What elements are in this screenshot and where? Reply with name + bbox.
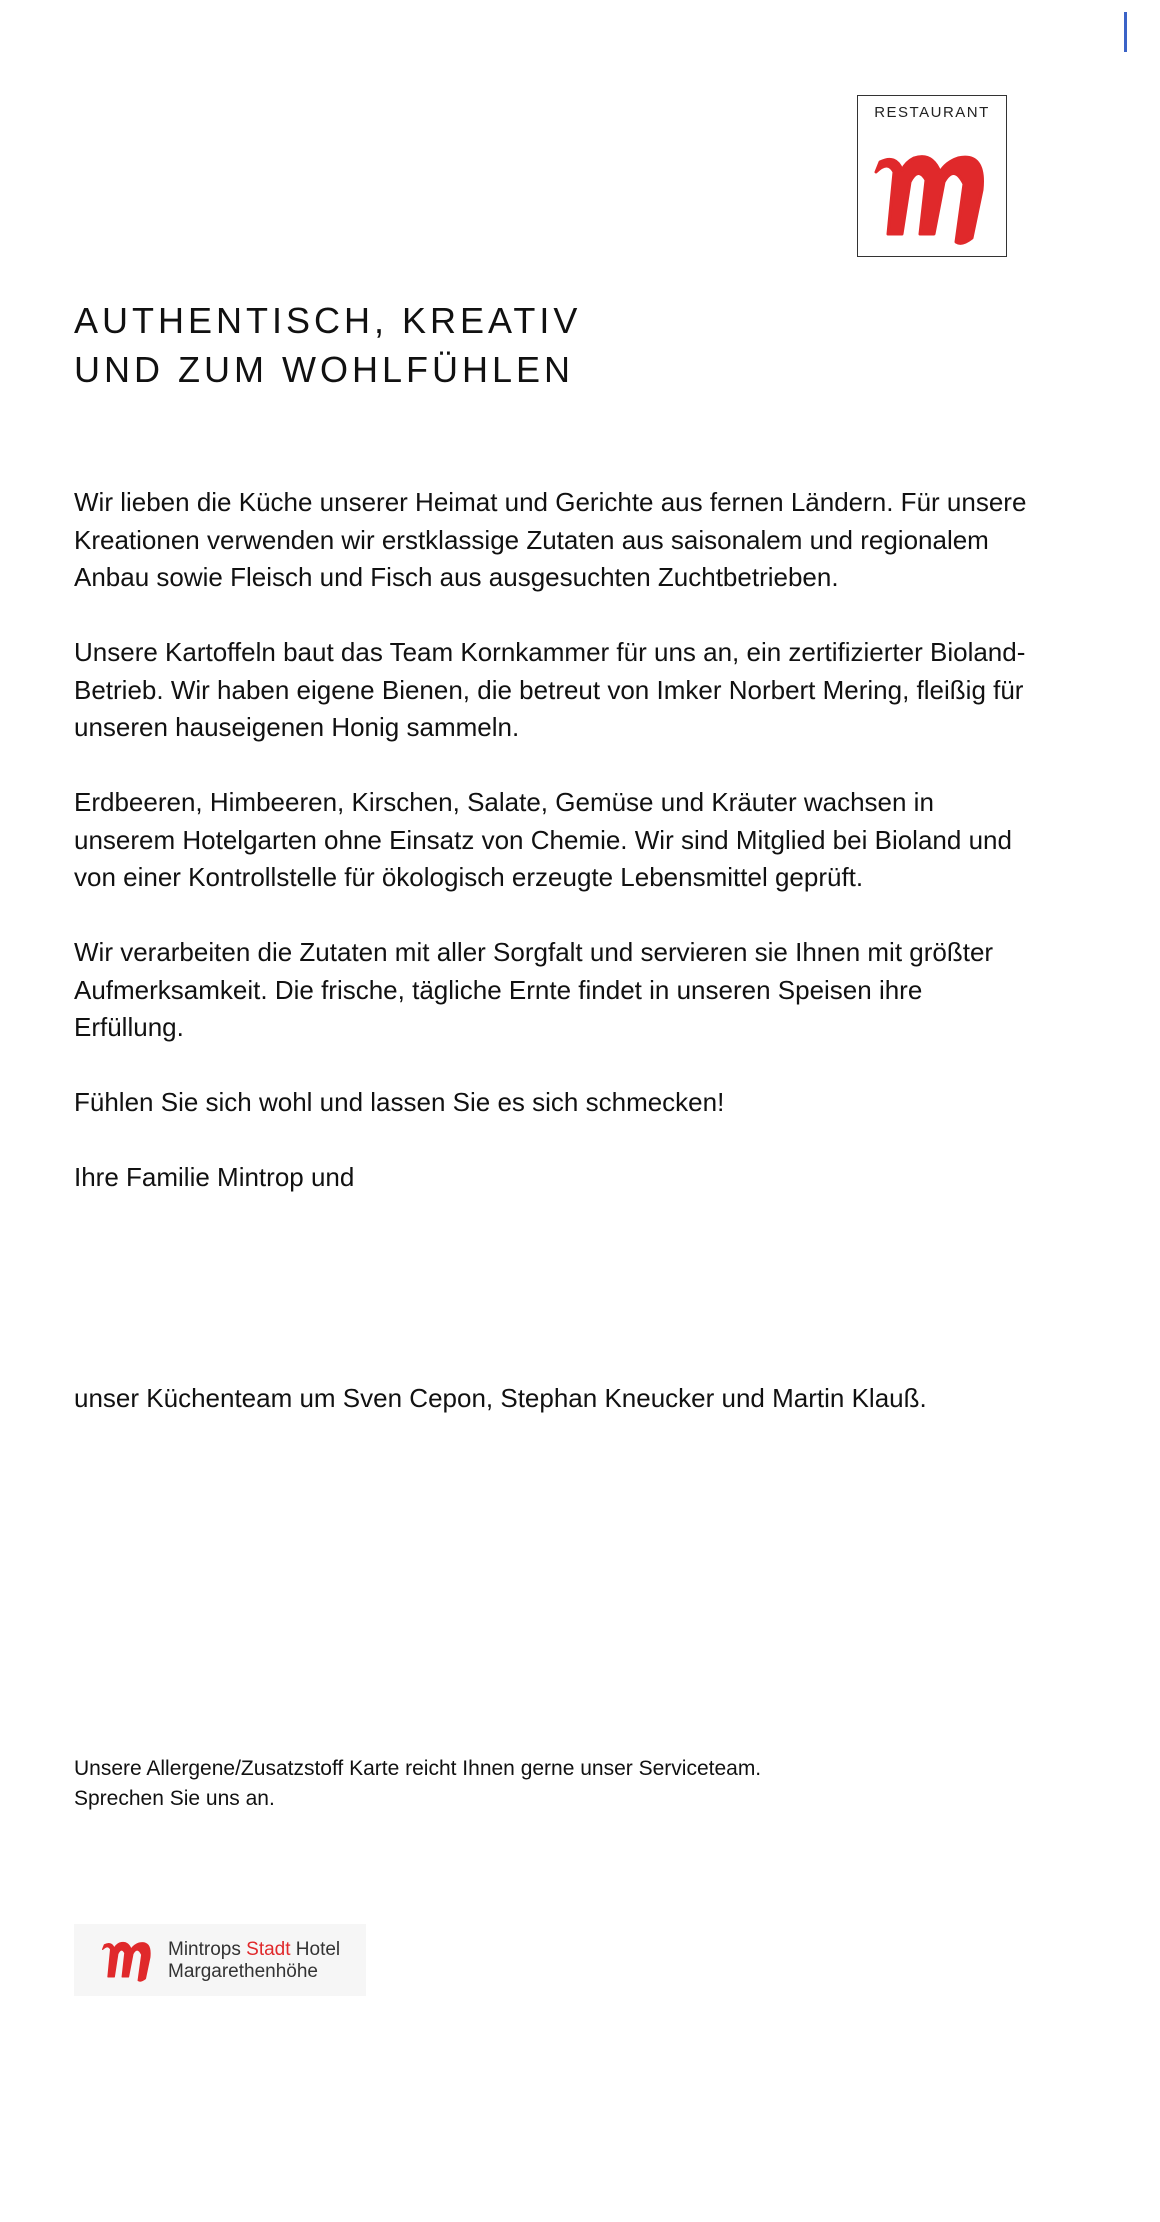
hotel-logo-subline: Margarethenhöhe [168, 1961, 318, 1982]
hotel-logo-name [168, 1939, 340, 1961]
hotel-logo-text [168, 1939, 340, 1983]
paragraph-enjoy: Fühlen Sie sich wohl und lassen Sie es sich schmecken! [74, 1087, 725, 1117]
restaurant-m-logo-icon [866, 142, 1000, 250]
signature-kitchen-team: unser Küchenteam um Sven Cepon, Stephan Kneucker und Martin Klauß. [74, 1383, 927, 1413]
signature-family: Ihre Familie Mintrop und [74, 1162, 355, 1192]
headline-line-1: AUTHENTISCH, KREATIV [74, 300, 582, 341]
hotel-logo-name-accent: Stadt [246, 1939, 291, 1960]
headline [74, 296, 874, 394]
restaurant-logo-label: RESTAURANT [874, 104, 990, 121]
intro-text [74, 484, 1034, 1234]
restaurant-logo [857, 95, 1007, 257]
paragraph-hotel-garden: Erdbeeren, Himbeeren, Kirschen, Salate, Gemüse und Kräuter wachsen in unserem Hotelgarten ohne Einsatz von Chemie. Wir sind Mitglied bei Bioland und von einer Kontrollstelle für ökologisch erzeugte Lebensmittel geprüft. [74, 787, 1012, 892]
allergen-note-line-2: Sprechen Sie uns an. [74, 1787, 275, 1810]
hotel-logo-name-part1: Mintrops [168, 1939, 247, 1960]
paragraph-care: Wir verarbeiten die Zutaten mit aller Sorgfalt und servieren sie Ihnen mit größter Aufmerksamkeit. Die frische, tägliche Ernte findet in unseren Speisen ihre Erfüllung. [74, 937, 994, 1042]
hotel-logo [74, 1924, 366, 1996]
page-edge-marker [1124, 12, 1127, 52]
paragraph-bioland-bees: Unsere Kartoffeln baut das Team Kornkammer für uns an, ein zertifizierter Bioland-Betrieb. Wir haben eigene Bienen, die betreut von Imker Norbert Mering, fleißig für unseren hauseigenen Honig sammeln. [74, 637, 1026, 742]
allergen-note-line-1: Unsere Allergene/Zusatzstoff Karte reicht Ihnen gerne unser Serviceteam. [74, 1757, 762, 1780]
headline-line-2: UND ZUM WOHLFÜHLEN [74, 349, 574, 390]
hotel-logo-name-part2: Hotel [290, 1939, 341, 1960]
hotel-m-logo-icon [96, 1936, 160, 1984]
allergen-note [74, 1754, 974, 1814]
paragraph-sourcing: Wir lieben die Küche unserer Heimat und Gerichte aus fernen Ländern. Für unsere Kreationen verwenden wir erstklassige Zutaten aus saisonalem und regionalem Anbau sowie Fleisch und Fisch aus ausgesuchten Zuchtbetrieben. [74, 487, 1027, 592]
